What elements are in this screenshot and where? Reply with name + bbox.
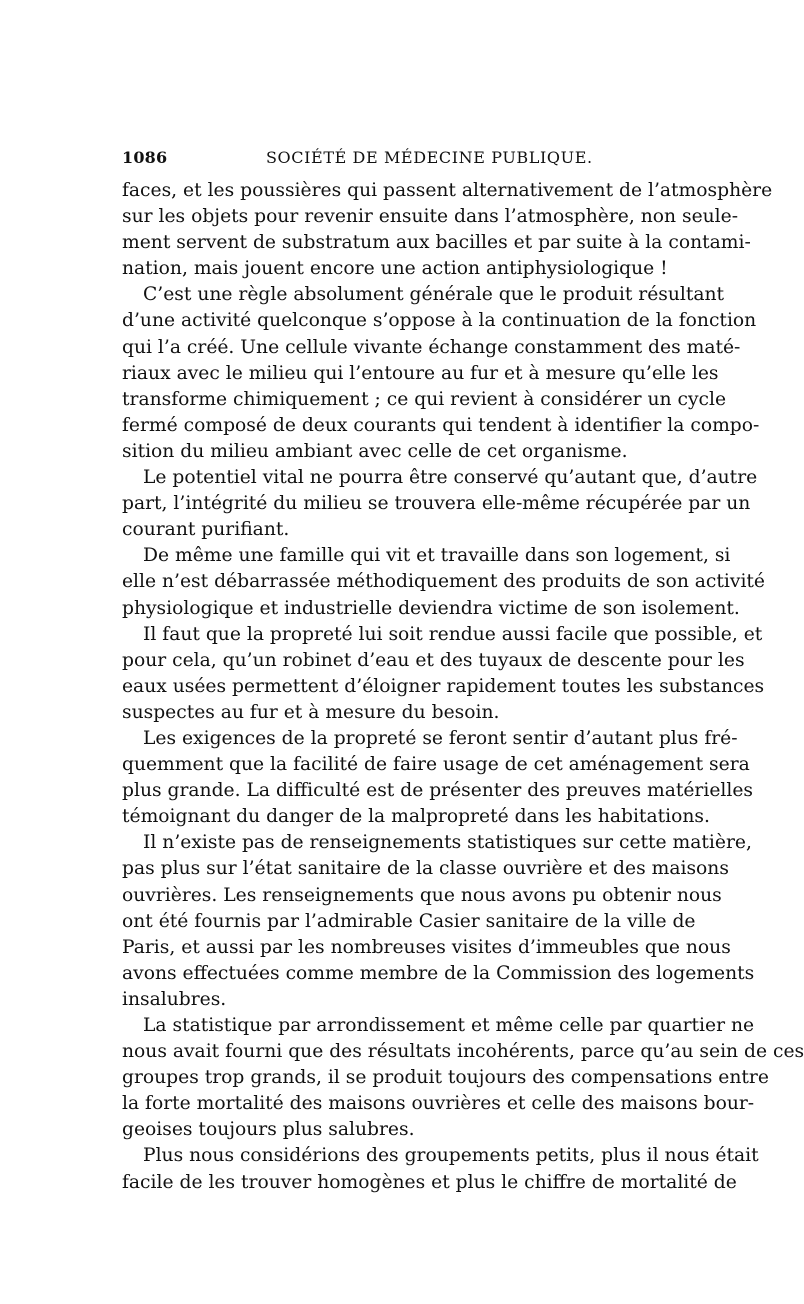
text-line: Plus nous considérions des groupements petits, plus il nous était — [143, 1145, 759, 1167]
text-line: fermé composé de deux courants qui tendent à identifier la compo- — [122, 414, 760, 436]
text-line: sur les objets pour revenir ensuite dans l’atmosphère, non seule- — [122, 206, 739, 228]
text-line: nation, mais jouent encore une action antiphysiologique ! — [122, 258, 668, 280]
text-line: témoignant du danger de la malpropreté dans les habitations. — [122, 806, 710, 828]
text-line: riaux avec le milieu qui l’entoure au fur et à mesure qu’elle les — [122, 362, 719, 384]
text-line: geoises toujours plus salubres. — [122, 1119, 415, 1141]
text-line: eaux usées permettent d’éloigner rapidement toutes les substances — [122, 675, 765, 697]
text-line: d’une activité quelconque s’oppose à la continuation de la fonction — [122, 310, 757, 332]
text-line: Le potentiel vital ne pourra être conservé qu’autant que, d’autre — [143, 467, 758, 489]
running-title: SOCIÉTÉ DE MÉDECINE PUBLIQUE. — [266, 148, 593, 167]
text-line: ont été fournis par l’admirable Casier sanitaire de la ville de — [122, 910, 696, 932]
text-line: ouvrières. Les renseignements que nous avons pu obtenir nous — [122, 884, 722, 906]
text-line: avons effectuées comme membre de la Commission des logements — [122, 962, 755, 984]
text-line: La statistique par arrondissement et même celle par quartier ne — [143, 1015, 755, 1036]
text-line: pas plus sur l’état sanitaire de la classe ouvrière et des maisons — [122, 858, 729, 880]
text-line: qui l’a créé. Une cellule vivante échange constamment des maté- — [122, 336, 741, 358]
text-line: De même une famille qui vit et travaille dans son logement, si — [143, 545, 731, 567]
body-text — [122, 178, 804, 1196]
text-line: elle n’est débarrassée méthodiquement des produits de son activité — [122, 571, 765, 593]
text-line: sition du milieu ambiant avec celle de cet organisme. — [122, 440, 628, 462]
text-line: physiologique et industrielle deviendra victime de son isolement. — [122, 597, 740, 619]
text-line: Il faut que la propreté lui soit rendue aussi facile que possible, et — [143, 623, 763, 645]
text-line: part, l’intégrité du milieu se trouvera elle-même récupérée par un — [122, 493, 751, 515]
text-line: Il n’existe pas de renseignements statistiques sur cette matière, — [143, 832, 752, 854]
page-number: 1086 — [122, 148, 168, 167]
text-line: nous avait fourni que des résultats incohérents, parce qu’au sein de ces — [122, 1041, 804, 1063]
text-line: plus grande. La difficulté est de présenter des preuves matérielles — [122, 780, 753, 802]
text-line: facile de les trouver homogènes et plus le chiffre de mortalité de — [122, 1171, 737, 1193]
text-line: courant purifiant. — [122, 519, 290, 541]
text-line: Paris, et aussi par les nombreuses visites d’immeubles que nous — [122, 936, 731, 958]
text-line: pour cela, qu’un robinet d’eau et des tuyaux de descente pour les — [122, 649, 745, 671]
text-line: ment servent de substratum aux bacilles et par suite à la contami- — [122, 232, 751, 254]
text-line: C’est une règle absolument générale que le produit résultant — [143, 284, 725, 306]
text-line: suspectes au fur et à mesure du besoin. — [122, 701, 500, 723]
text-line: Les exigences de la propreté se feront sentir d’autant plus fré- — [143, 727, 738, 749]
text-line: groupes trop grands, il se produit toujours des compensations entre — [122, 1067, 769, 1089]
text-line: insalubres. — [122, 988, 227, 1010]
text-line: faces, et les poussières qui passent alternativement de l’atmosphère — [122, 180, 773, 201]
page-header — [112, 140, 690, 180]
book-page — [112, 140, 804, 1193]
text-line: la forte mortalité des maisons ouvrières et celle des maisons bour- — [122, 1093, 755, 1115]
text-line: transforme chimiquement ; ce qui revient à considérer un cycle — [122, 388, 727, 410]
text-line: quemment que la facilité de faire usage de cet aménagement sera — [122, 754, 750, 776]
